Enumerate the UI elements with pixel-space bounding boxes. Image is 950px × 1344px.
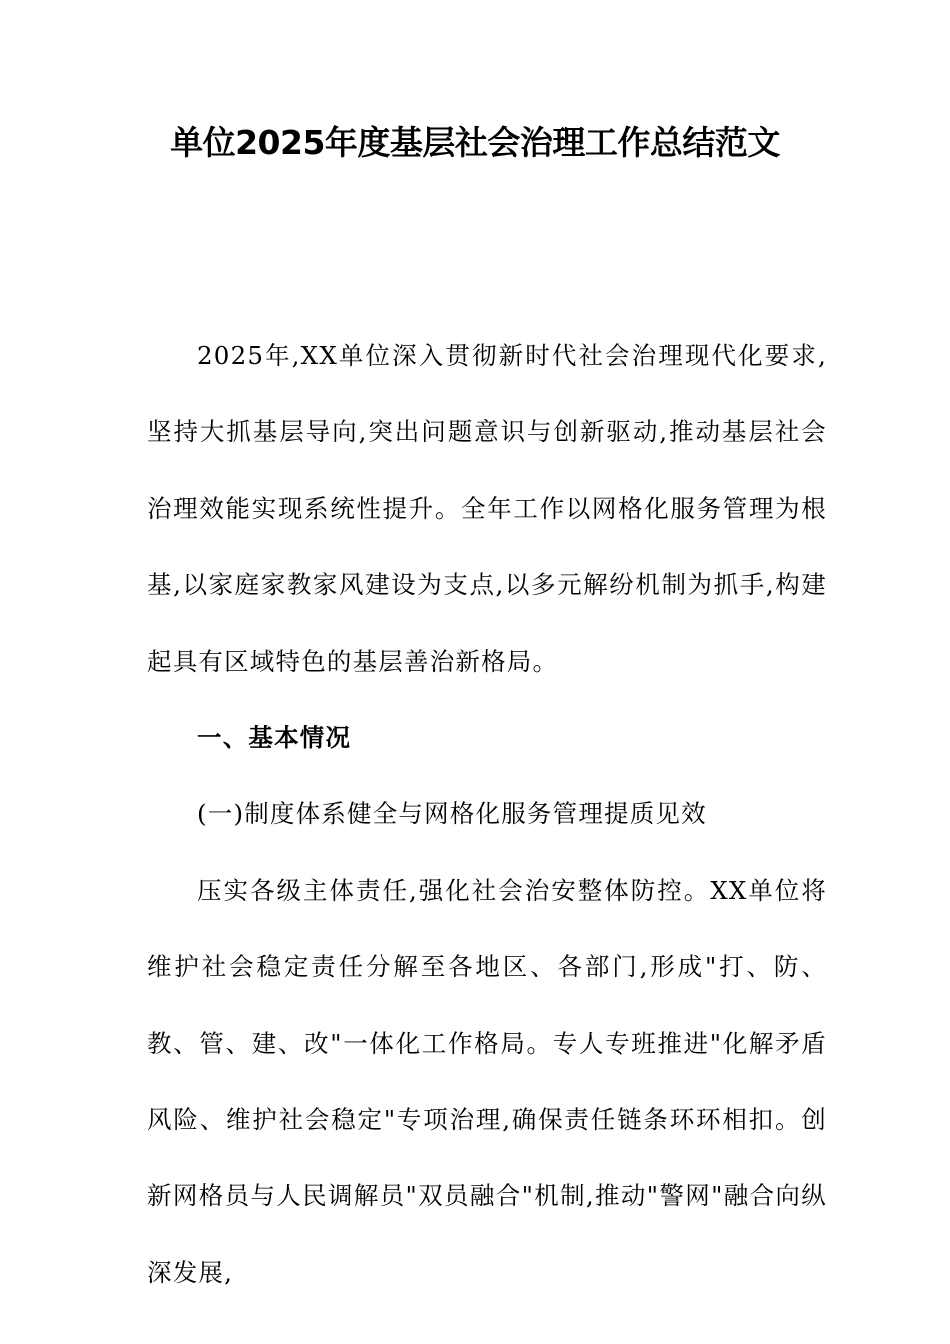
section-heading-basic-situation: 一、基本情况: [197, 723, 352, 753]
subsection-heading-system-grid: (一)制度体系健全与网格化服务管理提质见效: [197, 799, 707, 829]
document-body: [147, 318, 827, 1311]
intro-paragraph: 2025年,XX单位深入贯彻新时代社会治理现代化要求,坚持大抓基层导向,突出问题意识与创新驱动,推动基层社会治理效能实现系统性提升。全年工作以网格化服务管理为根基,以家庭家教家风建设为支点,以多元解纷机制为抓手,构建起具有区域特色的基层善治新格局。: [147, 341, 827, 676]
document-title: 单位2025年度基层社会治理工作总结范文: [170, 123, 780, 162]
section-body-paragraph: 压实各级主体责任,强化社会治安整体防控。XX单位将维护社会稳定责任分解至各地区、各部门,形成"打、防、教、管、建、改"一体化工作格局。专人专班推进"化解矛盾风险、维护社会稳定"专项治理,确保责任链条环环相扣。创新网格员与人民调解员"双员融合"机制,推动"警网"融合向纵深发展,: [147, 875, 827, 1287]
